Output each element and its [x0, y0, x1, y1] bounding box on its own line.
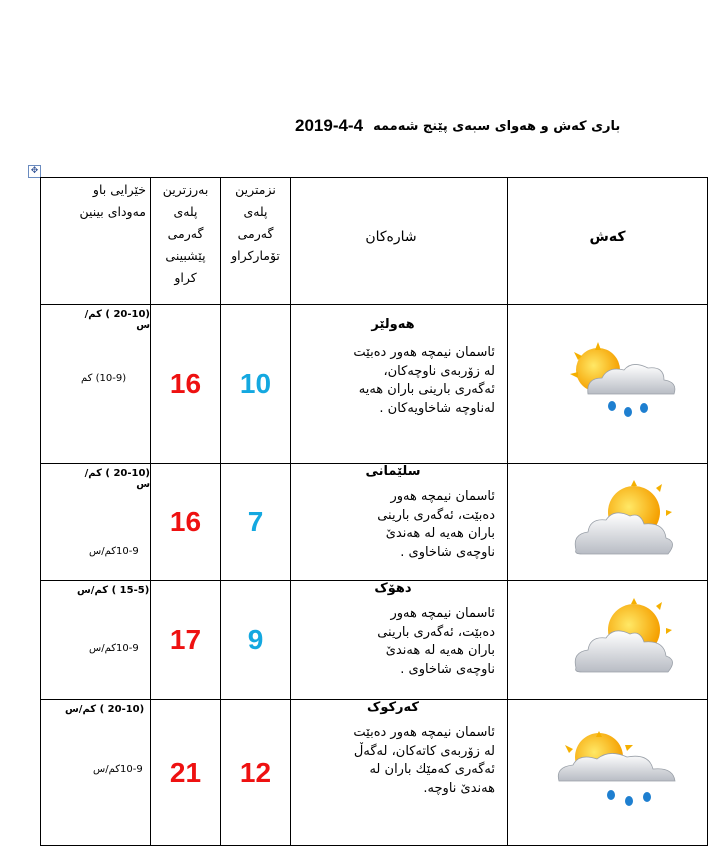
visibility: 10-9کم/س	[89, 643, 139, 654]
header-cities: شارەکان	[291, 178, 508, 305]
min-temp: 9	[221, 581, 291, 700]
city-description: ئاسمان نیمچە هەور دەبێت، ئەگەری بارینی باران هەیە لە هەندێ ناوچەی شاخاوی .	[377, 489, 495, 560]
city-cell	[291, 700, 508, 846]
table-header-row	[41, 178, 708, 305]
city-name: هەولێر	[371, 317, 415, 332]
visibility: 10-9کم/س	[93, 764, 143, 775]
sun-cloud-icon	[568, 598, 688, 678]
document-title	[295, 113, 655, 139]
weather-icon-cell	[508, 464, 708, 581]
wind-visibility-cell	[41, 305, 151, 464]
city-description: ئاسمان نیمچە هەور دەبێت، ئەگەری بارینی باران هەیە لە هەندێ ناوچەی شاخاوی .	[377, 606, 495, 677]
header-weather: کەش	[508, 178, 708, 305]
city-name: دهۆک	[374, 581, 412, 596]
visibility: 10-9کم/س	[89, 546, 139, 557]
weather-icon-cell	[508, 581, 708, 700]
table-move-handle-icon[interactable]: ✥	[28, 165, 41, 178]
table-row	[41, 305, 708, 464]
sun-cloud-rain-icon	[568, 342, 688, 422]
min-temp: 10	[221, 305, 291, 464]
wind-visibility-cell	[41, 581, 151, 700]
city-cell	[291, 464, 508, 581]
max-temp: 16	[151, 464, 221, 581]
sun-cloud-icon	[568, 480, 688, 560]
min-temp: 7	[221, 464, 291, 581]
city-description: ئاسمان نیمچە هەور دەبێت لە زۆربەی ناوچەکان، ئەگەری بارینی باران هەیە لەناوچە شاخاویەکان .	[353, 345, 495, 416]
wind-visibility-cell	[41, 700, 151, 846]
wind-speed: (20-10 ) کم/س	[65, 704, 145, 715]
header-min-temp: نزمترین پلەی گەرمی تۆمارکراو	[221, 178, 291, 305]
table-row	[41, 464, 708, 581]
header-wind-visibility: خێرایی باو مەودای بینین	[41, 178, 151, 305]
sun-cloud-rain-icon	[553, 731, 693, 811]
wind-speed: (15-5 ) کم/س	[77, 585, 150, 596]
wind-speed: (20-10 ) کم/س	[84, 309, 150, 331]
max-temp: 17	[151, 581, 221, 700]
weather-table	[40, 177, 708, 846]
city-name: کەرکوک	[367, 700, 419, 715]
forecast-title: باری کەش و هەوای سبەی پێنج شەممە	[373, 118, 621, 134]
max-temp: 21	[151, 700, 221, 846]
table-row	[41, 700, 708, 846]
forecast-date: 2019-4-4	[295, 116, 364, 135]
city-description: ئاسمان نیمچە هەور دەبێت لە زۆربەی کاتەکان، لەگەڵ ئەگەری کەمێك باران لە هەندێ ناوچە.	[353, 725, 495, 796]
city-cell	[291, 581, 508, 700]
visibility: (10-9) کم	[81, 373, 127, 384]
city-name: سلێمانی	[365, 464, 421, 479]
table-row	[41, 581, 708, 700]
wind-speed: (20-10 ) کم/س	[84, 468, 150, 490]
header-max-temp: بەرزترین پلەی گەرمی پێشبینی کراو	[151, 178, 221, 305]
weather-icon-cell	[508, 305, 708, 464]
wind-visibility-cell	[41, 464, 151, 581]
city-cell	[291, 305, 508, 464]
weather-icon-cell	[508, 700, 708, 846]
min-temp: 12	[221, 700, 291, 846]
max-temp: 16	[151, 305, 221, 464]
